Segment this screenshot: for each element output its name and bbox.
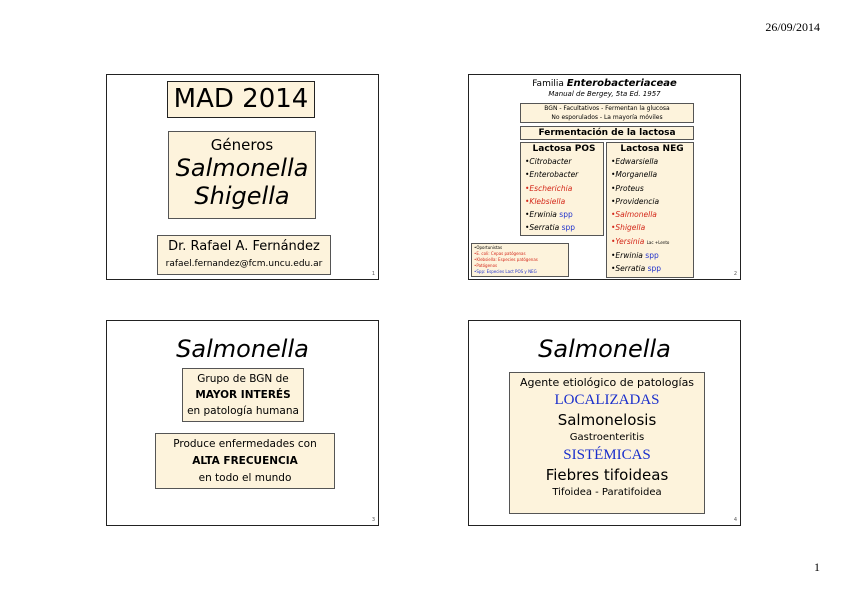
list-item: •Proteus [611,183,644,193]
note-line: •Klebsiella: Especies patógenas [474,257,538,262]
spp-label: spp [647,264,662,274]
pathology-box [509,372,705,514]
list-item [611,249,693,262]
list-item: •Enterobacter [525,170,579,180]
list-item: •Escherichia [525,183,573,193]
genus-shigella: Shigella [194,182,290,210]
item-name: •Yersinia [611,236,645,246]
notes-box [471,243,569,277]
list-item [525,221,603,234]
slide-3 [106,320,379,526]
localized-heading: LOCALIZADAS [554,392,660,408]
family-title [469,78,740,89]
slide-number: 4 [733,517,737,523]
item-name: •Serratia [611,264,646,274]
neg-header: Lactosa NEG [620,144,684,154]
list-item: •Shigella [611,223,646,233]
lac-lento-note: Lac +Lento [646,239,670,245]
list-item: •Salmonella [611,210,657,220]
text-line [156,453,334,470]
slide-2 [468,74,741,280]
list-item [611,235,693,249]
note-line: •Spp: Especies Lact POS y NEG [474,269,537,274]
page-number: 1 [814,560,820,574]
genres-box [168,131,316,219]
item-name: •Serratia [525,223,560,233]
spp-label: spp [561,223,576,233]
list-item: •Morganella [611,170,658,180]
slide-1 [106,74,379,280]
slide-4 [468,320,741,526]
slide-number: 1 [371,271,375,277]
slide-title: Salmonella [538,335,671,363]
text-line: en todo el mundo [198,472,292,484]
manual-ref: Manual de Bergey, 5ta Ed. 1957 [548,90,661,98]
genres-label: Géneros [210,136,274,154]
item-name: •Erwinia [525,210,557,220]
lactose-negative-column [606,142,694,278]
emphasis-text: MAYOR INTERÉS [195,389,291,401]
systemic-heading: SISTÉMICAS [563,447,651,463]
note-line: •Patógenos [474,263,498,268]
pos-header: Lactosa POS [532,144,596,154]
emphasis-text: ALTA FRECUENCIA [192,455,298,467]
item-name: •Erwinia [611,251,643,261]
frequency-box [155,433,335,489]
lactose-positive-column [520,142,604,236]
note-line: •E. coli: Cepas patógenas [474,251,526,256]
text-line: Grupo de BGN de [197,373,289,385]
slide-number: 3 [371,517,375,523]
salmonelosis-text: Salmonelosis [557,411,657,429]
bgn-box [520,103,694,123]
genus-salmonella: Salmonella [175,154,309,182]
spp-label: spp [559,210,573,220]
fevers-text: Fiebres tifoideas [545,466,669,484]
list-item: •Citrobacter [525,157,572,166]
list-item: •Klebsiella [525,196,566,206]
list-item: •Edwarsiella [611,157,659,166]
list-item [525,208,603,221]
author-name: Dr. Rafael A. Fernández [168,239,320,254]
slide-title: Salmonella [176,335,309,363]
agent-text: Agente etiológico de patologías [519,376,695,389]
bgn-line-2: No esporulados - La mayoría móviles [551,114,663,121]
list-item: •Providencia [611,196,660,206]
fermentation-header: Fermentación de la lactosa [520,126,694,140]
slide-number: 2 [733,271,737,277]
interest-box [182,368,304,422]
bgn-line-1: BGN - Facultativos - Fermentan la glucosa [544,105,670,112]
slide-title: MAD 2014 [167,81,315,118]
types-text: Tifoidea - Paratifoidea [552,487,662,498]
gastro-text: Gastroenteritis [569,432,645,443]
text-line [183,387,303,403]
family-name: Enterobacteriaceae [566,78,677,89]
family-prefix: Familia [532,79,567,89]
author-box [157,235,331,275]
note-line: •Oportunistas [474,245,503,250]
author-email: rafael.fernandez@fcm.uncu.edu.ar [165,259,323,269]
text-line: Produce enfermedades con [173,438,317,450]
text-line: en patología humana [187,405,299,417]
page-date: 26/09/2014 [765,20,820,34]
list-item [611,262,693,275]
spp-label: spp [645,251,659,261]
